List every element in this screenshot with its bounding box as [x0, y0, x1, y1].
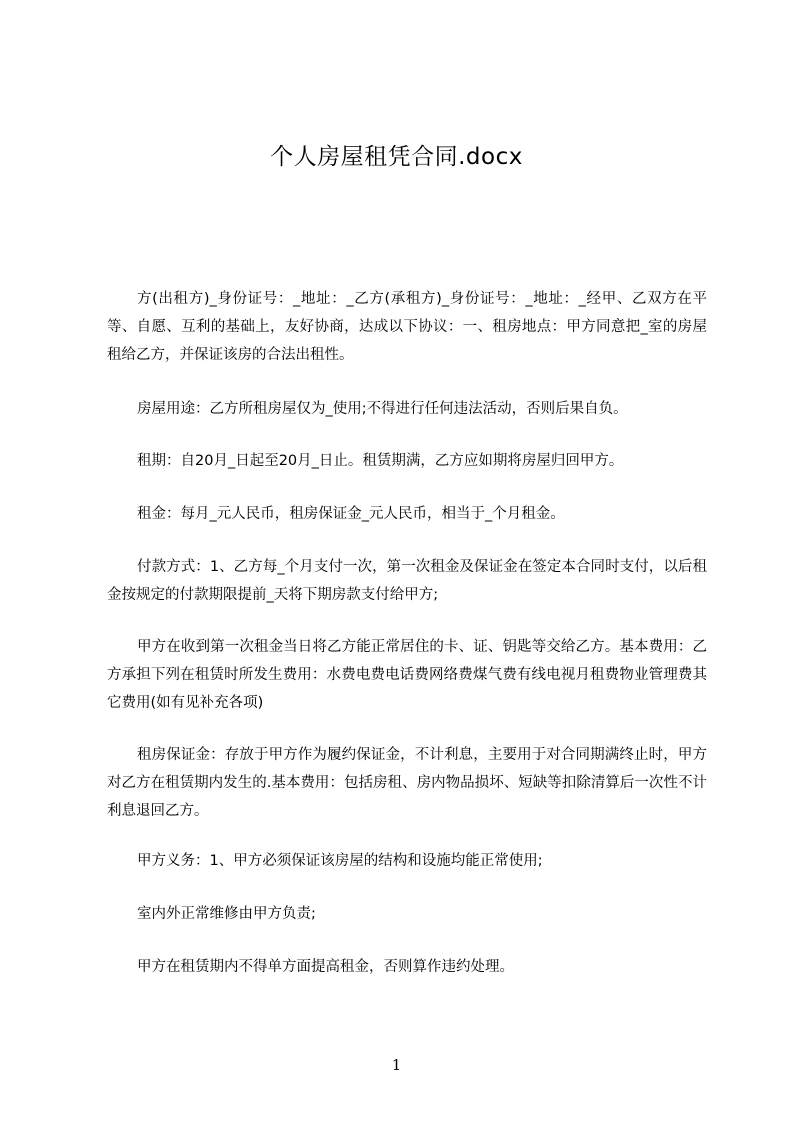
paragraph-payment-method: 付款方式：1、乙方每_个月支付一次，第一次租金及保证金在签定本合同时支付，以后租金按规定的付款期限提前_天将下期房款支付给甲方; — [107, 559, 707, 603]
paragraph-parties-and-location: 方(出租方)_身份证号：_地址：_乙方(承租方)_身份证号：_地址：_经甲、乙双方在平等、自愿、互利的基础上，友好协商，达成以下协议：一、租房地点：甲方同意把_室的房屋租给乙方，并保证该房的合法出租性。 — [107, 291, 707, 363]
paragraph-handover-and-fees: 甲方在收到第一次租金当日将乙方能正常居住的卡、证、钥匙等交给乙方。基本费用：乙方承担下列在租赁时所发生费用：水费电费电话费网络费煤气费有线电视月租费物业管理费其它费用(如有见补充各项) — [107, 639, 707, 711]
paragraph-landlord-duties: 甲方义务：1、甲方必须保证该房屋的结构和设施均能正常使用; — [137, 853, 543, 869]
paragraph-house-use: 房屋用途：乙方所租房屋仅为_使用;不得进行任何违法活动，否则后果自负。 — [137, 401, 628, 417]
document-title: 个人房屋租凭合同.docx — [270, 144, 523, 170]
paragraph-deposit: 租房保证金：存放于甲方作为履约保证金，不计利息，主要用于对合同期满终止时，甲方对乙方在租赁期内发生的.基本费用：包括房租、房内物品损坏、短缺等扣除清算后一次性不计利息退回乙方。 — [107, 747, 707, 819]
paragraph-lease-term: 租期：自20月_日起至20月_日止。租赁期满，乙方应如期将房屋归回甲方。 — [137, 453, 624, 469]
paragraph-maintenance: 室内外正常维修由甲方负责; — [137, 906, 316, 922]
paragraph-no-rent-increase: 甲方在租赁期内不得单方面提高租金，否则算作违约处理。 — [137, 959, 514, 975]
page-number: 1 — [391, 1056, 402, 1074]
paragraph-rent: 租金：每月_元人民币，租房保证金_元人民币，相当于_个月租金。 — [137, 506, 565, 522]
